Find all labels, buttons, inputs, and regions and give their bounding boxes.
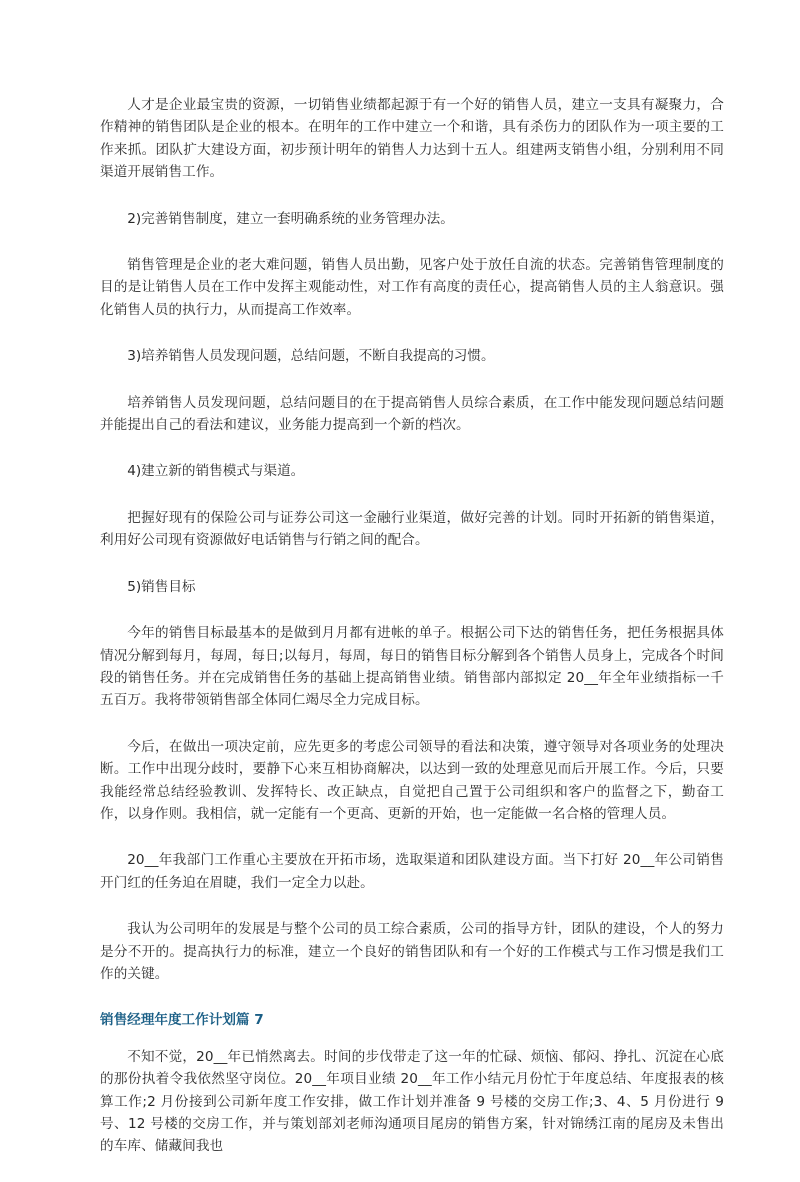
paragraph-sales-target: 今年的销售目标最基本的是做到月月都有进帐的单子。根据公司下达的销售任务，把任务根据具体情况分解到每月，每周，每日;以每月，每周，每日的销售目标分解到各个销售人员身上，完成各个时间段的销售任务。并在完成销售任务的基础上提高销售业绩。销售部内部拟定 20__年全年业绩指标一千五百万。我将带领销售部全体同仁竭尽全力完成目标。: [100, 625, 724, 709]
paragraph-future: 今后，在做出一项决定前，应先更多的考虑公司领导的看法和决策，遵守领导对各项业务的处理决断。工作中出现分歧时，要静下心来互相协商解决，以达到一致的处理意见而后开展工作。今后，只要我能经常总结经验教训、发挥特长、改正缺点，自觉把自己置于公司组织和客户的监督之下，勤奋工作，以身作则。我相信，就一定能有一个更高、更新的开始，也一定能做一名合格的管理人员。: [100, 738, 724, 822]
item-5-sales-target: 5)销售目标: [127, 578, 196, 595]
paragraph-training: 培养销售人员发现问题，总结问题目的在于提高销售人员综合素质，在工作中能发现问题总结问题并能提出自己的看法和建议，业务能力提高到一个新的档次。: [100, 394, 724, 434]
paragraph-talent: 人才是企业最宝贵的资源，一切销售业绩都起源于有一个好的销售人员，建立一支具有凝聚力，合作精神的销售团队是企业的根本。在明年的工作中建立一个和谐，具有杀伤力的团队作为一项主要的工作来抓。团队扩大建设方面，初步预计明年的销售人力达到十五人。组建两支销售小组，分别利用不同渠道开展销售工作。: [100, 97, 724, 181]
paragraph-channels: 把握好现有的保险公司与证券公司这一金融行业渠道，做好完善的计划。同时开拓新的销售渠道，利用好公司现有资源做好电话销售与行销之间的配合。: [100, 509, 724, 549]
paragraph-sales-management: 销售管理是企业的老大难问题，销售人员出勤，见客户处于放任自流的状态。完善销售管理制度的目的是让销售人员在工作中发挥主观能动性，对工作有高度的责任心，提高销售人员的主人翁意识。强化销售人员的执行力，从而提高工作效率。: [100, 257, 724, 318]
paragraph-closing: 不知不觉，20__年已悄然离去。时间的步伐带走了这一年的忙碌、烦恼、郁闷、挣扎、沉淀在心底的那份执着令我依然坚守岗位。20__年项目业绩 20__年工作小结元月份忙于年度总结、年度报表的核算工作;2 月份接到公司新年度工作安排，做工作计划并准备 9 号楼的交房工作;3、4、5 月份进行 9 号、12 号楼的交房工作，并与策划部刘老师沟通项目尾房的销售方案，针对锦绣江南的尾房及未售出的车库、储藏间我也: [100, 1048, 724, 1155]
section-heading: 销售经理年度工作计划篇 7: [100, 1012, 264, 1029]
document-page: [100, 94, 724, 1182]
item-4-new-channels: 4)建立新的销售模式与渠道。: [127, 463, 305, 480]
paragraph-conclusion: 我认为公司明年的发展是与整个公司的员工综合素质，公司的指导方针，团队的建设，个人的努力是分不开的。提高执行力的标准，建立一个良好的销售团队和有一个好的工作模式与工作习惯是我们工作的关键。: [100, 921, 724, 982]
item-2-sales-system: 2)完善销售制度，建立一套明确系统的业务管理办法。: [127, 210, 454, 227]
item-3-problem-solving: 3)培养销售人员发现问题，总结问题，不断自我提高的习惯。: [127, 348, 495, 365]
paragraph-department-focus: 20__年我部门工作重心主要放在开拓市场，选取渠道和团队建设方面。当下打好 20__年公司销售开门红的任务迫在眉睫，我们一定全力以赴。: [100, 852, 724, 891]
